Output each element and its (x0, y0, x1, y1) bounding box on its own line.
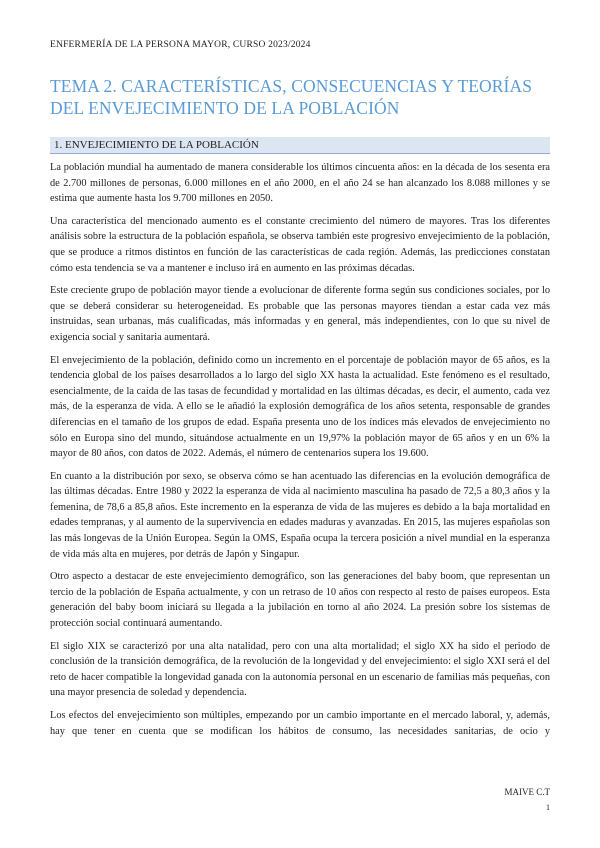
paragraph: El siglo XIX se caracterizó por una alta natalidad, pero con una alta mortalidad; el siglo XX ha sido el periodo de conclusión de la transición demográfica, de la revolución de la longevidad y del envejecimiento: el siglo XXI será el del reto de hacer compatible la longevidad ganada con la autonomía personal en un escenario de familias más pequeñas, con una mayor presencia de soledad y dependencia. (50, 640, 550, 699)
paragraph: Una característica del mencionado aumento es el constante crecimiento del número de mayores. Tras los diferentes análisis sobre la estructura de la población española, se observa también este progresivo envejecimiento de la población, que se produce a ritmos distintos en función de las características de cada región. Además, las predicciones constatan cómo esta tendencia se va a mantener e incluso irá en aumento en las próximas décadas. (50, 215, 550, 274)
page-number: 1 (546, 803, 550, 812)
running-header: ENFERMERÍA DE LA PERSONA MAYOR, CURSO 2023/2024 (50, 40, 311, 50)
footer-author: MAIVE C.T (504, 787, 550, 797)
body-text (50, 160, 550, 746)
paragraph: En cuanto a la distribución por sexo, se observa cómo se han acentuado las diferencias en la evolución demográfica de las últimas décadas. Entre 1980 y 2022 la esperanza de vida al nacimiento masculina ha pasado de 72,5 a 80,3 años y la femenina, de 78,6 a 85,8 años. Este incremento en la esperanza de vida de las mujeres es debido a la baja mortalidad en edades tempranas, y al aumento de la supervivencia en edades maduras y avanzadas. En 2015, las mujeres españolas son las más longevas de la Unión Europea. Según la OMS, España ocupa la tercera posición a nivel mundial en la esperanza de vida más alta en mujeres, por detrás de Japón y Singapur. (50, 470, 550, 560)
paragraph: Los efectos del envejecimiento son múltiples, empezando por un cambio importante en el mercado laboral, y, además, hay que tener en cuenta que se modifican los hábitos de consumo, las necesidades sanitarias, de ocio y (50, 710, 550, 737)
paragraph: Otro aspecto a destacar de este envejecimiento demográfico, son las generaciones del baby boom, que representan un tercio de la población de España actualmente, y con un retraso de 10 años con respecto al resto de países europeos. Esta generación del baby boom iniciará su llegada a la jubilación en torno al año 2024. La presión sobre los sistemas de protección social continuará aumentando. (50, 571, 550, 630)
paragraph: El envejecimiento de la población, definido como un incremento en el porcentaje de población mayor de 65 años, es la tendencia global de los países desarrollados a lo largo del siglo XX hasta la actualidad. Este fenómeno es el resultado, esencialmente, de la caída de las tasas de fecundidad y mortalidad en las últimas décadas, es decir, el aumento, cada vez más, de la esperanza de vida. A ello se le añadió la explosión demográfica de los años setenta, responsable de grandes diferencias en el tamaño de los grupos de edad. España presenta uno de los índices más elevados de envejecimiento no sólo en Europa sino del mundo, situándose actualmente en un 19,97% la población mayor de 65 años y en un 6% la mayor de 80 años, con datos de 2022. Además, el número de centenarios supera los 19.600. (50, 354, 550, 460)
section-heading: 1. ENVEJECIMIENTO DE LA POBLACIÓN (50, 137, 550, 154)
paragraph: Este creciente grupo de población mayor tiende a evolucionar de diferente forma según sus condiciones sociales, por lo que se deberá considerar su heterogeneidad. Es probable que las personas mayores tiendan a estar cada vez más instruidas, sean urbanas, más cualificadas, más informadas y en general, más independientes, con lo que su nivel de exigencia social y sanitaria aumentará. (50, 285, 550, 343)
page-title: TEMA 2. CARACTERÍSTICAS, CONSECUENCIAS Y TEORÍAS DEL ENVEJECIMIENTO DE LA POBLACIÓN (50, 76, 533, 118)
paragraph: La población mundial ha aumentado de manera considerable los últimos cincuenta años: en la década de los sesenta era de 2.700 millones de personas, 6.000 millones en el año 2000, en el año 24 se han alcanzado los 8.088 millones y se estima que aumente hasta los 9.700 millones en 2050. (50, 162, 550, 205)
